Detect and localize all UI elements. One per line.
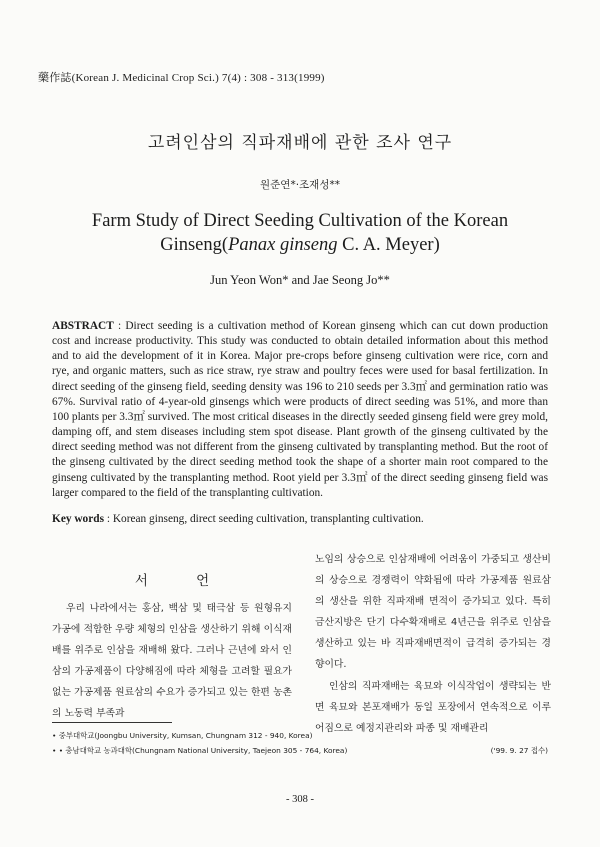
keywords-text: Korean ginseng, direct seeding cultivation, transplanting cultivation. [112, 513, 424, 525]
body-paragraph: 인삼의 직파재배는 육묘와 이식작업이 생략되는 반면 육묘와 본포재배가 동일 포장에서 연속적으로 이루어짐으로 예정지관리와 파종 및 재배관리 [315, 680, 551, 734]
english-authors: Jun Yeon Won* and Jae Seong Jo** [210, 273, 390, 287]
footnote-divider [52, 722, 172, 723]
english-title [0, 209, 600, 257]
keywords-label: Key words [52, 513, 104, 525]
english-title-prefix: Ginseng( [160, 235, 229, 255]
korean-authors: 원준연*·조재성** [260, 179, 340, 191]
abstract-text: Direct seeding is a cultivation method of Korean ginseng which can cut down production cost and increase productivity. This study was conducted to obtain detailed information about this method and to aid the development of it in Korea. Major pre-crops before ginseng cultivation were rice, corn and rye, and organic matters, such as rice straw, rye straw and poultry feces were used for basal fertilization. In direct seeding of the ginseng field, seeding density was 196 to 210 seeds per 3.3㎡ and germination ratio was 67%. Survival ratio of 4-year-old ginsengs which were products of direct seeding was 51%, and more than 100 plants per 3.3㎡ survived. The most critical diseases in the directly seeded ginseng field were grey mold, damping off, and stem diseases including stem spot disease. Plant growth of the ginseng cultivated by the direct seeding method was not different from the ginseng cultivated by transplanting method. But the root of the ginseng cultivated by the direct seeding method took the shape of a shorter main root compared to the ginseng cultivated by the transplanting method. Root yield per 3.3㎡ of the direct seeding ginseng field was larger compared to the field of the transplanting cultivation. [52, 320, 548, 499]
english-title-suffix: C. A. Meyer) [337, 235, 440, 255]
section-heading-introduction: 서 언 [134, 573, 232, 589]
body-paragraph: 우리 나라에서는 홍삼, 백삼 및 태극삼 등 원형유지 가공에 적합한 우량 체형의 인삼을 생산하기 위해 이식재배를 위주로 인삼을 재배해 왔다. 그러나 근년에 와서 인삼의 가공제품이 다양해짐에 따라 체형을 고려할 필요가 없는 가공제품 원료삼의 수요가 증가되고 있는 한편 농촌의 노동력 부족과 [52, 603, 292, 720]
body-paragraph: 노임의 상승으로 인삼재배에 어려움이 가중되고 생산비의 상승으로 경쟁력이 약화됨에 따라 가공제품 원료삼의 생산을 위한 직파재배 면적이 증가되고 있다. 특히 금산지방은 단기 다수확재배로 4년근을 위주로 인삼을 생산하고 있는 바 직파재배면적이 급격히 증가되는 경향이다. [315, 554, 551, 671]
abstract-label: ABSTRACT [52, 320, 114, 332]
keywords [52, 513, 548, 525]
scientific-name: Panax ginseng [228, 235, 338, 255]
abstract-separator: : [113, 320, 126, 332]
footnote-affiliation-2: • • 충남대학교 농과대학(Chungnam National University, Taejeon 305 - 764, Korea) [52, 746, 348, 755]
body-column-left [52, 598, 292, 725]
keywords-separator: : [104, 513, 113, 525]
received-date: ('99. 9. 27 접수) [490, 746, 548, 755]
body-column-right [315, 549, 551, 739]
english-title-line1: Farm Study of Direct Seeding Cultivation of the Korean [91, 211, 509, 231]
footnote-affiliation-1: • 중부대학교(Joongbu University, Kumsan, Chungnam 312 - 940, Korea) [52, 731, 313, 740]
abstract [52, 319, 548, 501]
journal-citation: 藥作誌(Korean J. Medicinal Crop Sci.) 7(4) : 308 - 313(1999) [38, 72, 325, 84]
korean-title: 고려인삼의 직파재배에 관한 조사 연구 [147, 133, 453, 153]
page-number: - 308 - [286, 794, 314, 805]
english-title-line2 [0, 233, 600, 257]
